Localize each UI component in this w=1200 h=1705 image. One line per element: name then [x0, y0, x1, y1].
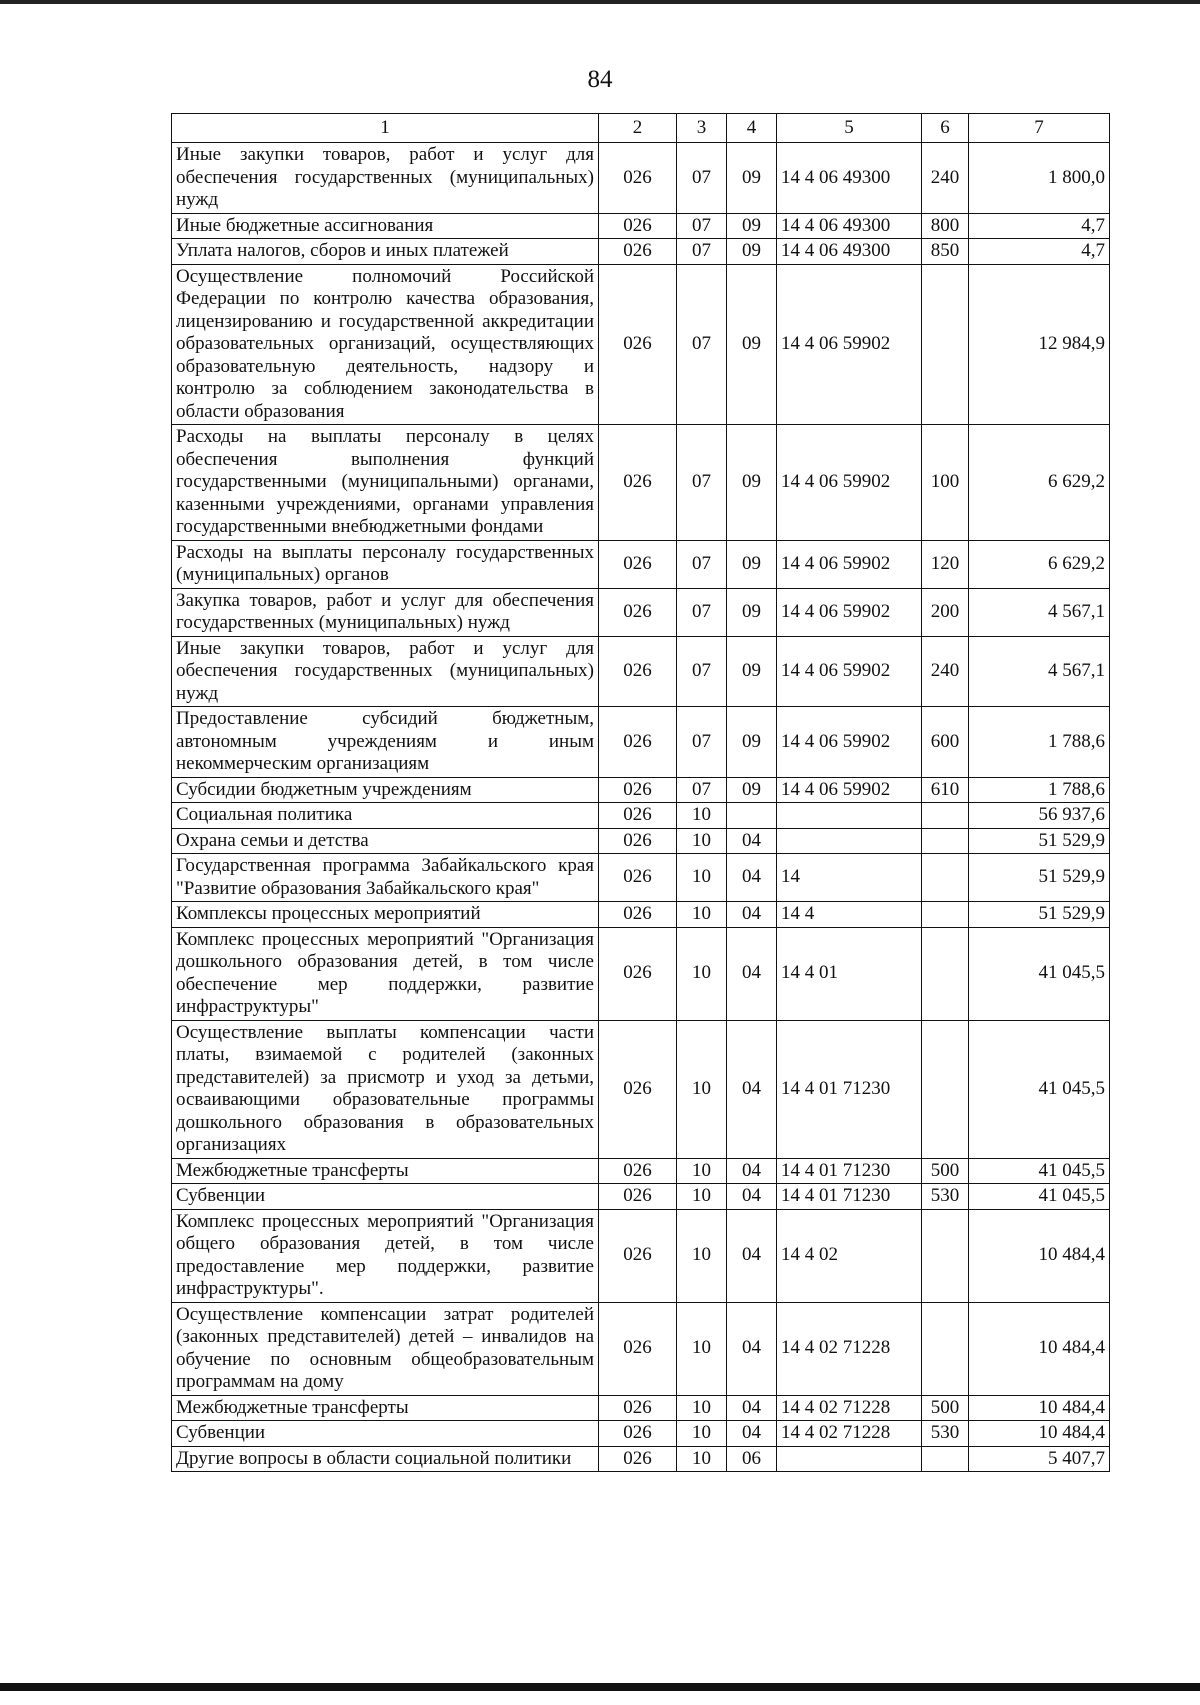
section-code-cell: 10	[677, 927, 727, 1020]
expense-type-cell	[922, 828, 969, 854]
header-cell: 2	[599, 114, 677, 143]
amount-cell: 4,7	[969, 213, 1110, 239]
subsection-code-cell: 04	[727, 1302, 777, 1395]
table-row	[172, 425, 1110, 541]
expense-type-cell	[922, 1020, 969, 1158]
row-name-cell: Осуществление компенсации затрат родителей (законных представителей) детей – инвалидов на обучение по основным общеобразовательным программам на дому	[172, 1302, 599, 1395]
top-border-line	[0, 0, 1200, 4]
section-code-cell: 10	[677, 1158, 727, 1184]
row-name-cell: Осуществление полномочий Российской Федерации по контролю качества образования, лицензированию и государственной аккредитации образовательных организаций, осуществляющих образовательную деятельность, надзору и контролю за соблюдением законодательства в области образования	[172, 264, 599, 425]
section-code-cell: 10	[677, 1421, 727, 1447]
ministry-code-cell: 026	[599, 828, 677, 854]
target-article-cell: 14 4 06 49300	[777, 143, 922, 214]
subsection-code-cell: 04	[727, 1209, 777, 1302]
row-name-cell: Иные закупки товаров, работ и услуг для обеспечения государственных (муниципальных) нужд	[172, 143, 599, 214]
subsection-code-cell: 04	[727, 1158, 777, 1184]
row-name-cell: Субвенции	[172, 1421, 599, 1447]
expense-type-cell: 200	[922, 588, 969, 636]
expense-type-cell	[922, 1302, 969, 1395]
table-row	[172, 264, 1110, 425]
ministry-code-cell: 026	[599, 1158, 677, 1184]
subsection-code-cell: 09	[727, 425, 777, 541]
row-name-cell: Комплексы процессных мероприятий	[172, 902, 599, 928]
ministry-code-cell: 026	[599, 588, 677, 636]
header-cell: 6	[922, 114, 969, 143]
row-name-cell: Межбюджетные трансферты	[172, 1395, 599, 1421]
amount-cell: 41 045,5	[969, 1184, 1110, 1210]
expense-type-cell	[922, 264, 969, 425]
table-row	[172, 1395, 1110, 1421]
ministry-code-cell: 026	[599, 803, 677, 829]
row-name-cell: Расходы на выплаты персоналу в целях обеспечения выполнения функций государственными (муниципальными) органами, казенными учреждениями, органами управления государственными внебюджетными фондами	[172, 425, 599, 541]
ministry-code-cell: 026	[599, 213, 677, 239]
expense-type-cell	[922, 902, 969, 928]
expense-type-cell	[922, 927, 969, 1020]
subsection-code-cell: 09	[727, 540, 777, 588]
table-row	[172, 828, 1110, 854]
header-cell: 1	[172, 114, 599, 143]
table-row	[172, 854, 1110, 902]
amount-cell: 4 567,1	[969, 636, 1110, 707]
amount-cell: 41 045,5	[969, 1158, 1110, 1184]
table-row	[172, 1209, 1110, 1302]
row-name-cell: Межбюджетные трансферты	[172, 1158, 599, 1184]
section-code-cell: 10	[677, 1446, 727, 1472]
row-name-cell: Субвенции	[172, 1184, 599, 1210]
ministry-code-cell: 026	[599, 1302, 677, 1395]
table-row	[172, 239, 1110, 265]
section-code-cell: 10	[677, 1395, 727, 1421]
section-code-cell: 07	[677, 143, 727, 214]
ministry-code-cell: 026	[599, 264, 677, 425]
amount-cell: 1 788,6	[969, 707, 1110, 778]
ministry-code-cell: 026	[599, 1395, 677, 1421]
ministry-code-cell: 026	[599, 927, 677, 1020]
target-article-cell	[777, 803, 922, 829]
target-article-cell: 14 4 06 59902	[777, 540, 922, 588]
table-row	[172, 1302, 1110, 1395]
expense-type-cell: 240	[922, 636, 969, 707]
expense-type-cell: 530	[922, 1421, 969, 1447]
table-row	[172, 213, 1110, 239]
amount-cell: 10 484,4	[969, 1395, 1110, 1421]
subsection-code-cell: 09	[727, 707, 777, 778]
expense-type-cell	[922, 1209, 969, 1302]
amount-cell: 41 045,5	[969, 1020, 1110, 1158]
ministry-code-cell: 026	[599, 540, 677, 588]
amount-cell: 4 567,1	[969, 588, 1110, 636]
target-article-cell: 14 4	[777, 902, 922, 928]
row-name-cell: Другие вопросы в области социальной политики	[172, 1446, 599, 1472]
ministry-code-cell: 026	[599, 1209, 677, 1302]
amount-cell: 51 529,9	[969, 828, 1110, 854]
section-code-cell: 10	[677, 1209, 727, 1302]
subsection-code-cell: 04	[727, 1020, 777, 1158]
table-row	[172, 636, 1110, 707]
header-cell: 7	[969, 114, 1110, 143]
target-article-cell	[777, 828, 922, 854]
table-row	[172, 777, 1110, 803]
subsection-code-cell: 04	[727, 828, 777, 854]
target-article-cell: 14 4 01 71230	[777, 1158, 922, 1184]
amount-cell: 51 529,9	[969, 854, 1110, 902]
section-code-cell: 10	[677, 1184, 727, 1210]
row-name-cell: Социальная политика	[172, 803, 599, 829]
amount-cell: 12 984,9	[969, 264, 1110, 425]
section-code-cell: 07	[677, 213, 727, 239]
expense-type-cell: 500	[922, 1395, 969, 1421]
section-code-cell: 10	[677, 902, 727, 928]
table-row	[172, 143, 1110, 214]
header-cell: 4	[727, 114, 777, 143]
section-code-cell: 07	[677, 636, 727, 707]
amount-cell: 10 484,4	[969, 1421, 1110, 1447]
expense-type-cell	[922, 1446, 969, 1472]
subsection-code-cell: 09	[727, 143, 777, 214]
table-row	[172, 1158, 1110, 1184]
table-row	[172, 707, 1110, 778]
expense-type-cell: 530	[922, 1184, 969, 1210]
row-name-cell: Государственная программа Забайкальского края "Развитие образования Забайкальского края"	[172, 854, 599, 902]
row-name-cell: Субсидии бюджетным учреждениям	[172, 777, 599, 803]
section-code-cell: 10	[677, 828, 727, 854]
amount-cell: 10 484,4	[969, 1302, 1110, 1395]
target-article-cell: 14 4 06 59902	[777, 264, 922, 425]
subsection-code-cell: 09	[727, 239, 777, 265]
row-name-cell: Предоставление субсидий бюджетным, автономным учреждениям и иным некоммерческим организациям	[172, 707, 599, 778]
expense-type-cell: 500	[922, 1158, 969, 1184]
ministry-code-cell: 026	[599, 143, 677, 214]
expense-type-cell: 120	[922, 540, 969, 588]
expense-type-cell: 240	[922, 143, 969, 214]
section-code-cell: 07	[677, 588, 727, 636]
ministry-code-cell: 026	[599, 1421, 677, 1447]
expense-type-cell: 610	[922, 777, 969, 803]
target-article-cell: 14 4 06 49300	[777, 239, 922, 265]
budget-table	[171, 113, 1110, 1472]
subsection-code-cell: 04	[727, 902, 777, 928]
subsection-code-cell: 09	[727, 636, 777, 707]
row-name-cell: Уплата налогов, сборов и иных платежей	[172, 239, 599, 265]
section-code-cell: 10	[677, 803, 727, 829]
row-name-cell: Комплекс процессных мероприятий "Организация общего образования детей, в том числе предоставление мер поддержки, развитие инфраструктуры".	[172, 1209, 599, 1302]
expense-type-cell: 600	[922, 707, 969, 778]
section-code-cell: 10	[677, 854, 727, 902]
subsection-code-cell: 09	[727, 213, 777, 239]
target-article-cell: 14 4 06 59902	[777, 636, 922, 707]
target-article-cell: 14 4 06 59902	[777, 588, 922, 636]
amount-cell: 6 629,2	[969, 425, 1110, 541]
section-code-cell: 10	[677, 1020, 727, 1158]
target-article-cell: 14 4 06 59902	[777, 707, 922, 778]
section-code-cell: 07	[677, 239, 727, 265]
header-cell: 3	[677, 114, 727, 143]
section-code-cell: 07	[677, 707, 727, 778]
target-article-cell: 14 4 02 71228	[777, 1395, 922, 1421]
row-name-cell: Закупка товаров, работ и услуг для обеспечения государственных (муниципальных) нужд	[172, 588, 599, 636]
target-article-cell: 14 4 06 59902	[777, 777, 922, 803]
ministry-code-cell: 026	[599, 1446, 677, 1472]
row-name-cell: Иные бюджетные ассигнования	[172, 213, 599, 239]
target-article-cell: 14 4 01 71230	[777, 1184, 922, 1210]
table-row	[172, 803, 1110, 829]
row-name-cell: Охрана семьи и детства	[172, 828, 599, 854]
amount-cell: 56 937,6	[969, 803, 1110, 829]
section-code-cell: 07	[677, 425, 727, 541]
table-row	[172, 1421, 1110, 1447]
expense-type-cell	[922, 854, 969, 902]
subsection-code-cell	[727, 803, 777, 829]
subsection-code-cell: 09	[727, 588, 777, 636]
ministry-code-cell: 026	[599, 1184, 677, 1210]
target-article-cell: 14 4 02 71228	[777, 1421, 922, 1447]
expense-type-cell	[922, 803, 969, 829]
subsection-code-cell: 04	[727, 1184, 777, 1210]
amount-cell: 1 800,0	[969, 143, 1110, 214]
ministry-code-cell: 026	[599, 239, 677, 265]
subsection-code-cell: 04	[727, 927, 777, 1020]
row-name-cell: Иные закупки товаров, работ и услуг для обеспечения государственных (муниципальных) нужд	[172, 636, 599, 707]
amount-cell: 10 484,4	[969, 1209, 1110, 1302]
target-article-cell: 14 4 02	[777, 1209, 922, 1302]
ministry-code-cell: 026	[599, 636, 677, 707]
amount-cell: 51 529,9	[969, 902, 1110, 928]
subsection-code-cell: 09	[727, 777, 777, 803]
bottom-border-line	[0, 1683, 1200, 1691]
ministry-code-cell: 026	[599, 902, 677, 928]
header-cell: 5	[777, 114, 922, 143]
table-row	[172, 902, 1110, 928]
row-name-cell: Осуществление выплаты компенсации части платы, взимаемой с родителей (законных представителей) за присмотр и уход за детьми, осваивающими образовательные программы дошкольного образования в образовательных организациях	[172, 1020, 599, 1158]
section-code-cell: 10	[677, 1302, 727, 1395]
amount-cell: 1 788,6	[969, 777, 1110, 803]
target-article-cell: 14 4 01	[777, 927, 922, 1020]
ministry-code-cell: 026	[599, 1020, 677, 1158]
ministry-code-cell: 026	[599, 707, 677, 778]
target-article-cell: 14	[777, 854, 922, 902]
ministry-code-cell: 026	[599, 777, 677, 803]
amount-cell: 5 407,7	[969, 1446, 1110, 1472]
target-article-cell: 14 4 06 49300	[777, 213, 922, 239]
row-name-cell: Расходы на выплаты персоналу государственных (муниципальных) органов	[172, 540, 599, 588]
subsection-code-cell: 06	[727, 1446, 777, 1472]
target-article-cell: 14 4 01 71230	[777, 1020, 922, 1158]
target-article-cell: 14 4 02 71228	[777, 1302, 922, 1395]
table-row	[172, 1446, 1110, 1472]
ministry-code-cell: 026	[599, 425, 677, 541]
table-row	[172, 540, 1110, 588]
subsection-code-cell: 09	[727, 264, 777, 425]
target-article-cell: 14 4 06 59902	[777, 425, 922, 541]
section-code-cell: 07	[677, 264, 727, 425]
budget-table-body	[172, 114, 1110, 1472]
table-row	[172, 927, 1110, 1020]
amount-cell: 41 045,5	[969, 927, 1110, 1020]
target-article-cell	[777, 1446, 922, 1472]
expense-type-cell: 100	[922, 425, 969, 541]
amount-cell: 6 629,2	[969, 540, 1110, 588]
section-code-cell: 07	[677, 540, 727, 588]
expense-type-cell: 800	[922, 213, 969, 239]
section-code-cell: 07	[677, 777, 727, 803]
subsection-code-cell: 04	[727, 854, 777, 902]
expense-type-cell: 850	[922, 239, 969, 265]
page-number: 84	[587, 66, 613, 93]
ministry-code-cell: 026	[599, 854, 677, 902]
table-row	[172, 1020, 1110, 1158]
table-row	[172, 588, 1110, 636]
header-row	[172, 114, 1110, 143]
table-row	[172, 1184, 1110, 1210]
subsection-code-cell: 04	[727, 1421, 777, 1447]
amount-cell: 4,7	[969, 239, 1110, 265]
subsection-code-cell: 04	[727, 1395, 777, 1421]
row-name-cell: Комплекс процессных мероприятий "Организация дошкольного образования детей, в том числе обеспечение мер поддержки, развитие инфраструктуры"	[172, 927, 599, 1020]
